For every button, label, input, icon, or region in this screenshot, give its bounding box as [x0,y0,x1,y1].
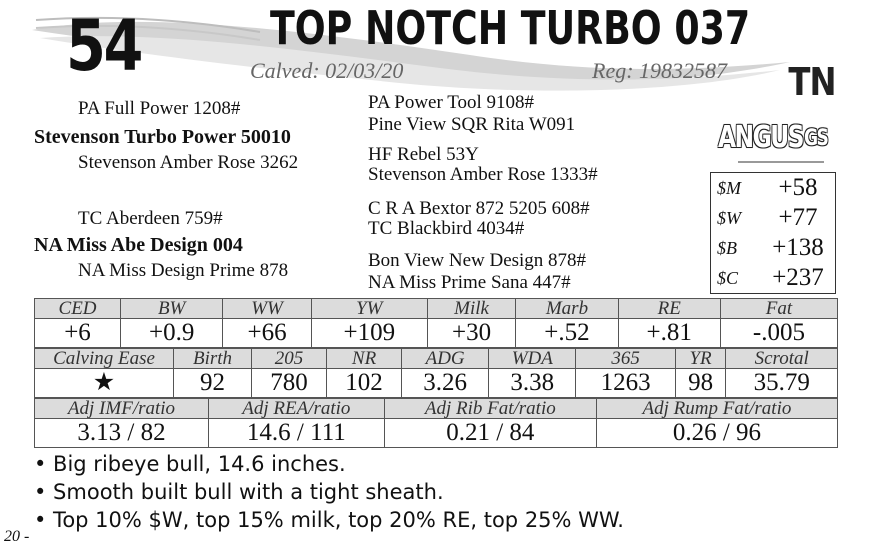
index-box [710,172,836,294]
ultrasound-header: Adj Rib Fat/ratio [384,399,596,419]
epd-header: Marb [516,299,618,319]
pedigree-dam-sire: TC Aberdeen 759# [78,208,223,229]
epd-value: -.005 [720,319,837,348]
index-label: $C [717,267,739,288]
angus-gs-logo [718,120,832,170]
ultrasound-table [34,398,838,448]
registration-number: Reg: 19832587 [592,58,728,83]
perf-header: Birth [174,349,252,369]
state-code: TN [788,60,836,104]
epd-value: +.81 [618,319,720,348]
ultrasound-header: Adj REA/ratio [209,399,385,419]
index-value: +237 [772,264,824,291]
perf-header: 205 [252,349,327,369]
epd-value: +66 [223,319,311,348]
logo-word: ANGUS [718,120,803,155]
index-row [711,203,835,233]
calving-ease-star-icon: ★ [35,369,174,398]
epd-value: +.52 [516,319,618,348]
epd-header: Fat [720,299,837,319]
perf-value: 780 [252,369,327,398]
pedigree-sdd: Stevenson Amber Rose 1333# [368,164,598,185]
pedigree-dsd: TC Blackbird 4034# [368,218,525,239]
lot-number: 54 [66,5,141,87]
logo-tagline-graphic [738,158,828,166]
perf-header: ADG [402,349,489,369]
perf-value: 92 [174,369,252,398]
epd-value: +30 [427,319,515,348]
perf-header: YR [675,349,726,369]
ultrasound-value: 14.6 / 111 [209,419,385,448]
pedigree-ddd: NA Miss Prime Sana 447# [368,272,571,293]
index-value: +58 [778,174,818,201]
calved-date: Calved: 02/03/20 [250,58,404,83]
index-row [711,173,835,203]
index-value: +77 [778,204,818,231]
perf-header: Scrotal [726,349,838,369]
index-label: $M [717,177,741,198]
epd-table [34,298,838,348]
pedigree-sss: PA Power Tool 9108# [368,92,535,113]
perf-header: Calving Ease [35,349,174,369]
pedigree-dds: Bon View New Design 878# [368,250,587,271]
index-row [711,233,835,263]
perf-value: 3.26 [402,369,489,398]
perf-value: 3.38 [489,369,576,398]
index-value: +138 [772,234,824,261]
ultrasound-header: Adj Rump Fat/ratio [596,399,837,419]
pedigree-ssd: Pine View SQR Rita W091 [368,114,576,135]
epd-header: YW [311,299,427,319]
epd-header: Milk [427,299,515,319]
perf-value: 1263 [576,369,675,398]
perf-value: 35.79 [726,369,838,398]
pedigree-sds: HF Rebel 53Y [368,144,479,165]
ultrasound-value: 0.26 / 96 [596,419,837,448]
index-row [711,263,835,293]
index-label: $W [717,207,741,228]
epd-value: +109 [311,319,427,348]
performance-table [34,348,838,398]
pedigree-dss: C R A Bextor 872 5205 608# [368,198,590,219]
pedigree-dam: NA Miss Abe Design 004 [34,234,243,256]
perf-header: WDA [489,349,576,369]
epd-value: +0.9 [121,319,223,348]
perf-header: 365 [576,349,675,369]
page-number: 20 - [4,528,30,545]
bull-name: TOP NOTCH TURBO 037 [270,1,751,55]
pedigree-sire: Stevenson Turbo Power 50010 [34,126,291,148]
perf-header: NR [327,349,402,369]
ultrasound-value: 0.21 / 84 [384,419,596,448]
index-label: $B [717,237,737,258]
pedigree-sire-sire: PA Full Power 1208# [78,98,241,119]
pedigree-sire-dam: Stevenson Amber Rose 3262 [78,152,299,173]
perf-value: 98 [675,369,726,398]
note-item: • Big ribeye bull, 14.6 inches. [34,452,346,476]
epd-header: RE [618,299,720,319]
epd-header: CED [35,299,121,319]
ultrasound-value: 3.13 / 82 [35,419,209,448]
epd-value: +6 [35,319,121,348]
perf-value: 102 [327,369,402,398]
note-item: • Top 10% $W, top 15% milk, top 20% RE, top 25% WW. [34,508,624,532]
logo-badge: GS [804,126,828,151]
epd-header: WW [223,299,311,319]
epd-header: BW [121,299,223,319]
ultrasound-header: Adj IMF/ratio [35,399,209,419]
pedigree-dam-dam: NA Miss Design Prime 878 [78,260,289,281]
note-item: • Smooth built bull with a tight sheath. [34,480,444,504]
